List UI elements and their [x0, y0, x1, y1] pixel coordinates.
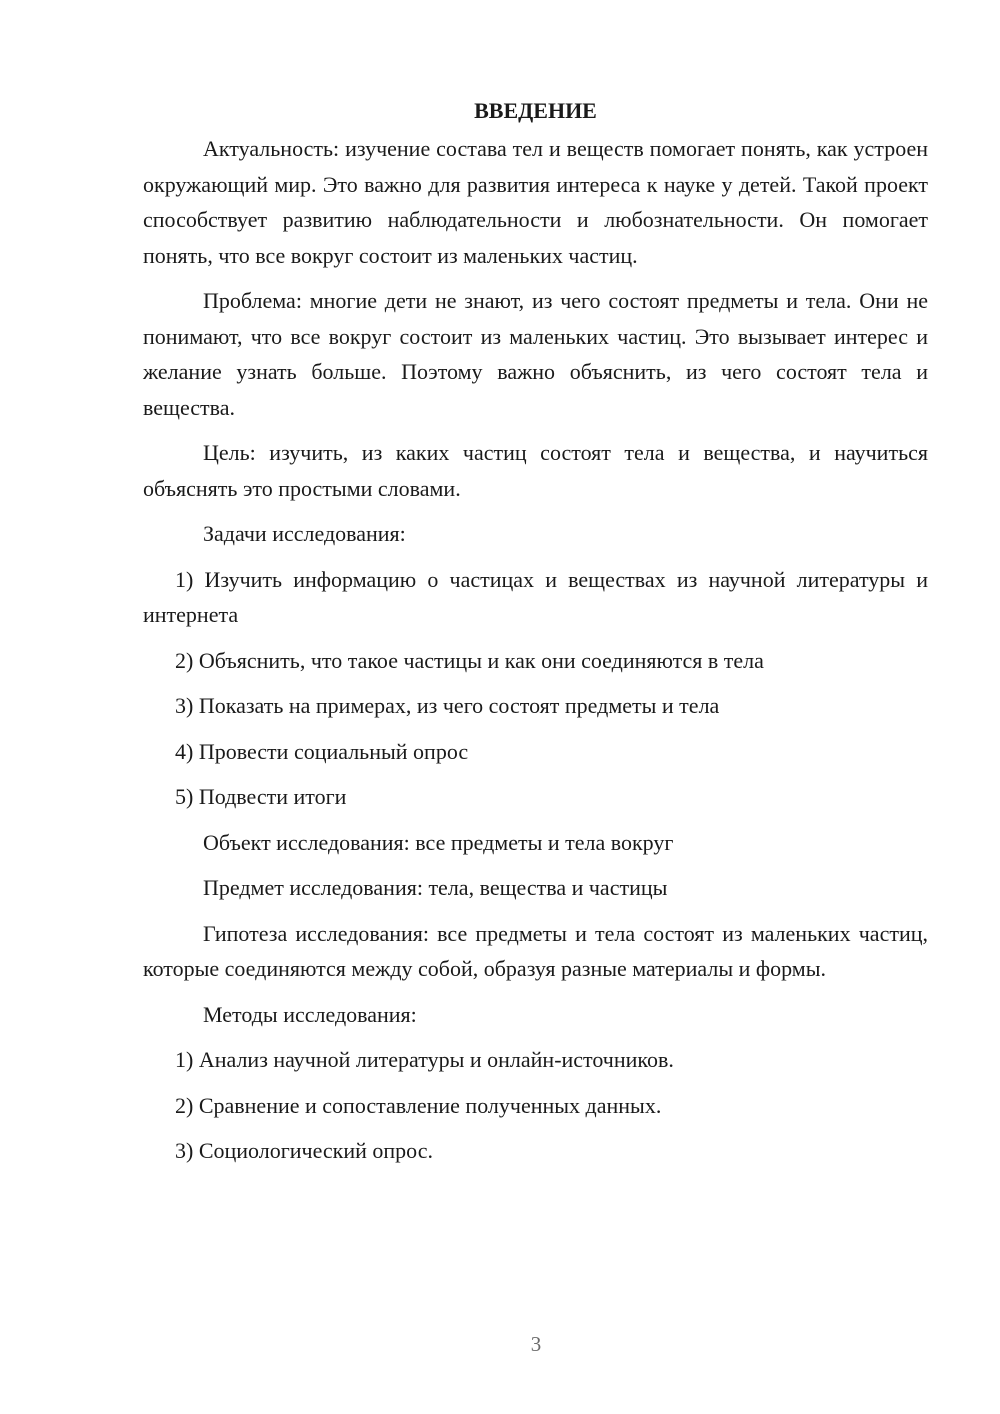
task-item: 3) Показать на примерах, из чего состоят предметы и тела — [175, 693, 720, 718]
task-item: 1) Изучить информацию о частицах и веществах из научной литературы и интернета — [143, 566, 928, 627]
problem-paragraph: Проблема: многие дети не знают, из чего состоят предметы и тела. Они не понимают, что все вокруг состоит из маленьких частиц. Это вызывает интерес и желание узнать больше. Поэтому важно объяснить, из чего состоят тела и вещества. — [143, 288, 928, 420]
method-item: 2) Сравнение и сопоставление полученных данных. — [175, 1092, 662, 1118]
method-item: 1) Анализ научной литературы и онлайн-источников. — [175, 1047, 674, 1072]
subject-paragraph: Предмет исследования: тела, вещества и частицы — [203, 875, 668, 900]
task-item: 2) Объяснить, что такое частицы и как они соединяются в тела — [175, 647, 764, 673]
document-page — [143, 93, 928, 1169]
task-item: 4) Провести социальный опрос — [175, 738, 469, 764]
page-number: 3 — [530, 1332, 542, 1356]
method-item: 3) Социологический опрос. — [175, 1138, 433, 1163]
section-title: ВВЕДЕНИЕ — [474, 98, 597, 123]
methods-heading: Методы исследования: — [203, 1001, 417, 1027]
tasks-heading: Задачи исследования: — [203, 521, 406, 546]
goal-paragraph: Цель: изучить, из каких частиц состоят тела и вещества, и научиться объяснять это простыми словами. — [143, 440, 928, 501]
hypothesis-paragraph: Гипотеза исследования: все предметы и тела состоят из маленьких частиц, которые соединяются между собой, образуя разные материалы и формы. — [143, 920, 928, 981]
task-item: 5) Подвести итоги — [175, 784, 347, 809]
object-paragraph: Объект исследования: все предметы и тела вокруг — [203, 829, 674, 855]
relevance-paragraph: Актуальность: изучение состава тел и веществ помогает понять, как устроен окружающий мир. Это важно для развития интереса к науке у детей. Такой проект способствует развитию наблюдательности и любознательности. Он помогает понять, что все вокруг состоит из маленьких частиц. — [143, 136, 928, 268]
